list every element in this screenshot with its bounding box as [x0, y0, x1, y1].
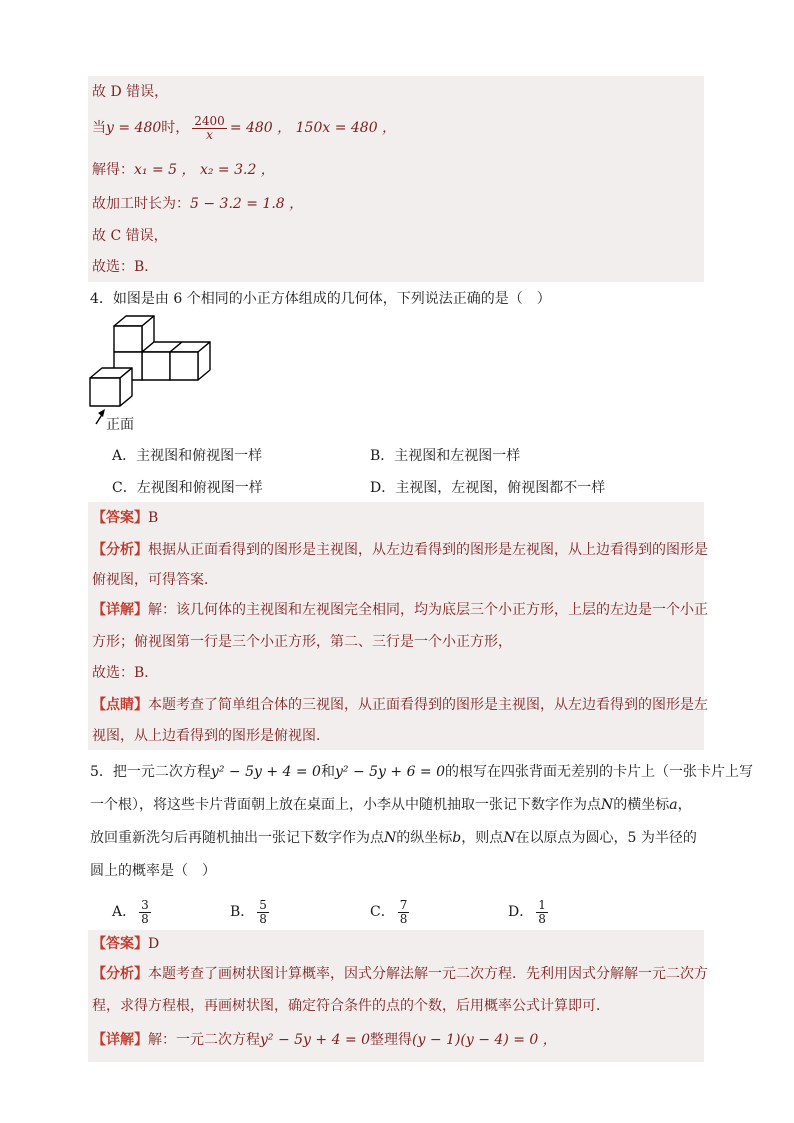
answer-line: 【答案】D: [92, 936, 160, 952]
cube-figure: [86, 312, 220, 432]
analysis-line: 程，求得方程根，再画树状图，确定符合条件的点的个数，后用概率公式计算即可．: [92, 998, 610, 1014]
solution-line: 故加工时长为：5 − 3.2 = 1.8 ，: [92, 196, 304, 212]
option-b: B．主视图和左视图一样: [370, 448, 521, 464]
fraction: $\frac{2400}{x}$: [194, 113, 225, 142]
solution-line: 故 D 错误，: [92, 84, 169, 100]
comment-line: 视图，从上边看得到的图形是俯视图．: [92, 728, 330, 744]
q5-option-d: D． $\frac{1}{8}$: [508, 897, 546, 926]
option-a: A．主视图和俯视图一样: [112, 448, 263, 464]
question-5-solution-block: [88, 930, 708, 1062]
analysis-line: 【分析】根据从正面看得到的图形是主视图，从左边看得到的图形是左视图，从上边看得到的图形是: [92, 542, 708, 558]
comment-line: 【点睛】本题考查了简单组合体的三视图，从正面看得到的图形是主视图，从左边看得到的图形是左: [92, 697, 708, 713]
solution-line: 故 C 错误，: [92, 228, 168, 244]
detail-line: 【详解】解：一元二次方程y² − 5y + 4 = 0整理得(y − 1)(y − 4) = 0 ，: [92, 1032, 557, 1048]
option-c: C．左视图和俯视图一样: [112, 480, 263, 496]
question-4-solution-block: [88, 502, 708, 750]
analysis-line: 【分析】本题考查了画树状图计算概率，因式分解法解一元二次方程．先利用因式分解解一元二次方: [92, 966, 708, 982]
q5-option-b: B． $\frac{5}{8}$: [230, 897, 267, 926]
answer-line: 【答案】B: [92, 510, 159, 526]
question-5-stem-line: 5．把一元二次方程y² − 5y + 4 = 0和y² − 5y + 6 = 0的根写在四张背面无差别的卡片上（一张卡片上写: [90, 764, 754, 780]
detail-line: 方形；俯视图第一行是三个小正方形，第二、三行是一个小正方形，: [92, 634, 512, 650]
q5-option-c: C． $\frac{7}{8}$: [370, 897, 408, 926]
q5-option-a: A． $\frac{3}{8}$: [112, 897, 149, 926]
question-4-stem: 4．如图是由 6 个相同的小正方体组成的几何体，下列说法正确的是（ ）: [90, 291, 551, 307]
detail-line: 【详解】解：该几何体的主视图和左视图完全相同，均为底层三个小正方形，上层的左边是一个小正: [92, 602, 708, 618]
option-d: D．主视图，左视图，俯视图都不一样: [370, 480, 606, 496]
question-5-stem-line: 一个根），将这些卡片背面朝上放在桌面上，小李从中随机抽取一张记下数字作为点N的横坐标a，: [90, 797, 692, 813]
front-label: 正面: [106, 417, 134, 432]
solution-line: 故选：B．: [92, 259, 159, 275]
question-5-stem-line: 圆上的概率是（ ）: [90, 863, 216, 879]
arrow-icon: [96, 409, 105, 424]
detail-line: 故选：B．: [92, 665, 159, 681]
question-5-stem-line: 放回重新洗匀后再随机抽出一张记下数字作为点N的纵坐标b，则点N在以原点为圆心，5 为半径的: [90, 830, 697, 846]
analysis-line: 俯视图，可得答案．: [92, 572, 218, 588]
previous-solution-block: [88, 76, 704, 282]
solution-line: 当y = 480时， $\frac{2400}{x}$ = 480 ， 150x = 480 ，: [92, 113, 397, 142]
solution-line: 解得：x₁ = 5 ， x₂ = 3.2 ，: [92, 162, 275, 178]
